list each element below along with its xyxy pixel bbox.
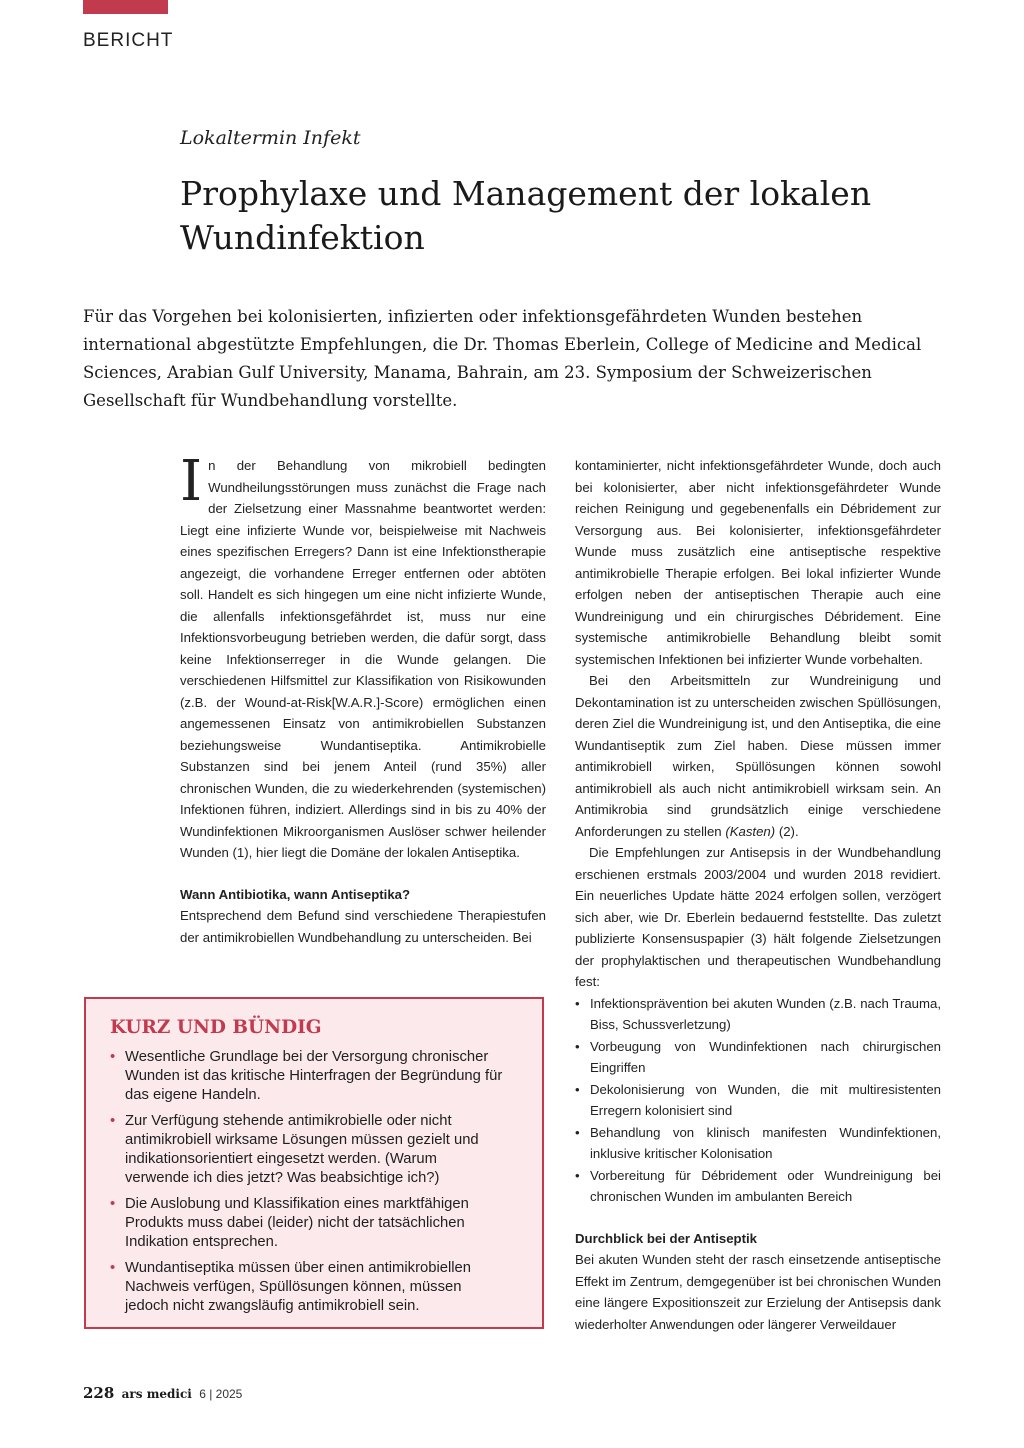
summary-box-title: KURZ UND BÜNDIG xyxy=(110,1017,322,1038)
list-item: • Infektionsprävention bei akuten Wunden (z.B. nach Trauma, Biss, Schussverletzung) xyxy=(575,993,941,1036)
summary-box xyxy=(84,997,544,1329)
list-item: • Zur Verfügung stehende antimikrobielle oder nicht antimikrobiell wirksame Lösungen müssen gezielt und indikationsorientiert eingesetzt werden. (Warum verwende ich dies jetzt? Was beabsichtige ich?) xyxy=(110,1112,504,1188)
subheading-antibiotika: Wann Antibiotika, wann Antiseptika? xyxy=(180,886,411,902)
goals-list xyxy=(575,993,941,1208)
drop-cap: I xyxy=(180,449,203,514)
right-column xyxy=(575,455,941,1335)
list-item: • Vorbeugung von Wundinfektionen nach chirurgischen Eingriffen xyxy=(575,1036,941,1079)
page-number: 228 xyxy=(83,1384,115,1402)
section-label: BERICHT xyxy=(83,30,174,51)
issue-number: 6 | 2025 xyxy=(199,1387,243,1401)
body-paragraph: Entsprechend dem Befund sind verschiedene Therapiestufen der antimikrobiellen Wundbehandlung zu unterscheiden. Bei xyxy=(180,908,546,945)
body-paragraph: kontaminierter, nicht infektionsgefährdeter Wunde, doch auch bei kolonisierter, aber nicht infektionsgefährdeter Wunde reichen Reinigung und gegebenenfalls ein Débridement zur Versorgung aus. Bei kolonisierter, infektionsgefährdeter Wunde muss zusätzlich eine antiseptische respektive antimikrobielle Therapie erfolgen. Bei lokal infizierter Wunde erfolgen neben der antiseptischen Therapie auch eine Wundreinigung und ein chirurgisches Débridement. Eine systemische antimikrobielle Behandlung bleibt somit systemischen Infektionen bei infizierter Wunde vorbehalten. xyxy=(575,458,941,667)
list-item: • Behandlung von klinisch manifesten Wundinfektionen, inklusive kritischer Kolonisation xyxy=(575,1122,941,1165)
list-item: • Dekolonisierung von Wunden, die mit multiresistenten Erregern kolonisiert sind xyxy=(575,1079,941,1122)
top-accent-bar xyxy=(83,0,168,14)
page-footer xyxy=(83,1384,242,1402)
kicker: Lokaltermin Infekt xyxy=(180,127,361,149)
left-column xyxy=(180,449,546,948)
body-paragraph: Die Empfehlungen zur Antisepsis in der Wundbehandlung erschienen erstmals 2003/2004 und wurden 2018 revidiert. Ein neuerliches Update hätte 2024 erfolgen sollen, verzögert sich aber, wie Dr. Eberlein bedauernd feststellte. Das zuletzt publizierte Konsensuspapier (3) hält folgende Zielsetzungen der prophylaktischen und therapeutischen Wundbehandlung fest: xyxy=(575,845,941,989)
magazine-name: ars medici xyxy=(121,1387,192,1401)
intro-text: n der Behandlung von mikrobiell bedingten Wundheilungsstörungen muss zunächst die Frage nach der Zielsetzung einer Massnahme beantwortet werden: Liegt eine infizierte Wunde vor, beispielweise mit Nachweis eines spezifischen Erregers? Dann ist eine Infektionstherapie angezeigt, die vorhandene Erreger entfernen oder abtöten soll. Handelt es sich hingegen um eine nicht infizierte Wunde, die allenfalls infektionsgefährdet ist, muss nur eine Infektionsvorbeugung betrieben werden, die dafür sorgt, dass keine Infektionserreger in die Wunde gelangen. Die verschiedenen Hilfsmittel zur Klassifikation von Risikowunden (z.B. der Wound-at-Risk[W.A.R.]-Score) ermöglichen einen angemessenen Einsatz von antimikrobiellen Substanzen beziehungsweise Wundantiseptika. Antimikrobielle Substanzen sind bei jenem Anteil (rund 35%) aller chronischen Wunden, die zu wiederkehrenden (systemischen) Infektionen führen, indiziert. Allerdings sind in bis zu 40% der Wundinfektionen Mikroorganismen Auslöser schwer heilender Wunden (1), hier liegt die Domäne der lokalen Antiseptika. xyxy=(180,458,546,860)
page-title: Prophylaxe und Management der lokalen Wundinfektion xyxy=(180,174,872,257)
body-text: Bei den Arbeitsmitteln zur Wundreinigung und Dekontamination ist zu unterscheiden zwischen Spüllösungen, deren Ziel die Wundreinigung ist, und den Antiseptika, die eine Wundantiseptik zum Ziel haben. Diese müssen immer antimikrobiell wirken, Spüllösungen können sowohl antimikrobiell als auch nicht antimikrobiell wirksam sein. An Antimikrobia sind grundsätzlich einige verschiedene Anforderungen zu stellen xyxy=(575,673,941,839)
citation: (2). xyxy=(775,823,799,839)
body-paragraph: Bei akuten Wunden steht der rasch einsetzende antiseptische Effekt im Zentrum, demgegenüber ist bei chronischen Wunden eine längere Expositionszeit zur Erzielung der Antisepsis dank wiederholter Anwendungen oder längerer Verweildauer xyxy=(575,1252,941,1332)
list-item: • Wesentliche Grundlage bei der Versorgung chronischer Wunden ist das kritische Hinterfragen der Begründung für das eigene Handeln. xyxy=(110,1048,504,1105)
lead-paragraph: Für das Vorgehen bei kolonisierten, infizierten oder infektionsgefährdeten Wunden bestehen international abgestützte Empfehlungen, die Dr. Thomas Eberlein, College of Medicine and Medical Sciences, Arabian Gulf University, Manama, Bahrain, am 23. Symposium der Schweizerischen Gesellschaft für Wundbehandlung vorstellte. xyxy=(83,307,922,410)
body-paragraph xyxy=(575,670,941,842)
list-item: • Die Auslobung und Klassifikation eines marktfähigen Produkts muss dabei (leider) nicht der tatsächlichen Indikation entsprechen. xyxy=(110,1195,504,1252)
intro-paragraph xyxy=(180,449,546,864)
list-item: • Vorbereitung für Débridement oder Wundreinigung bei chronischen Wunden im ambulanten Bereich xyxy=(575,1165,941,1208)
summary-list xyxy=(110,1048,504,1316)
subheading-antiseptik: Durchblick bei der Antiseptik xyxy=(575,1230,757,1246)
list-item: • Wundantiseptika müssen über einen antimikrobiellen Nachweis verfügen, Spüllösungen können, müssen jedoch nicht zwangsläufig antimikrobiell sein. xyxy=(110,1259,504,1316)
kasten-reference: (Kasten) xyxy=(725,823,776,839)
